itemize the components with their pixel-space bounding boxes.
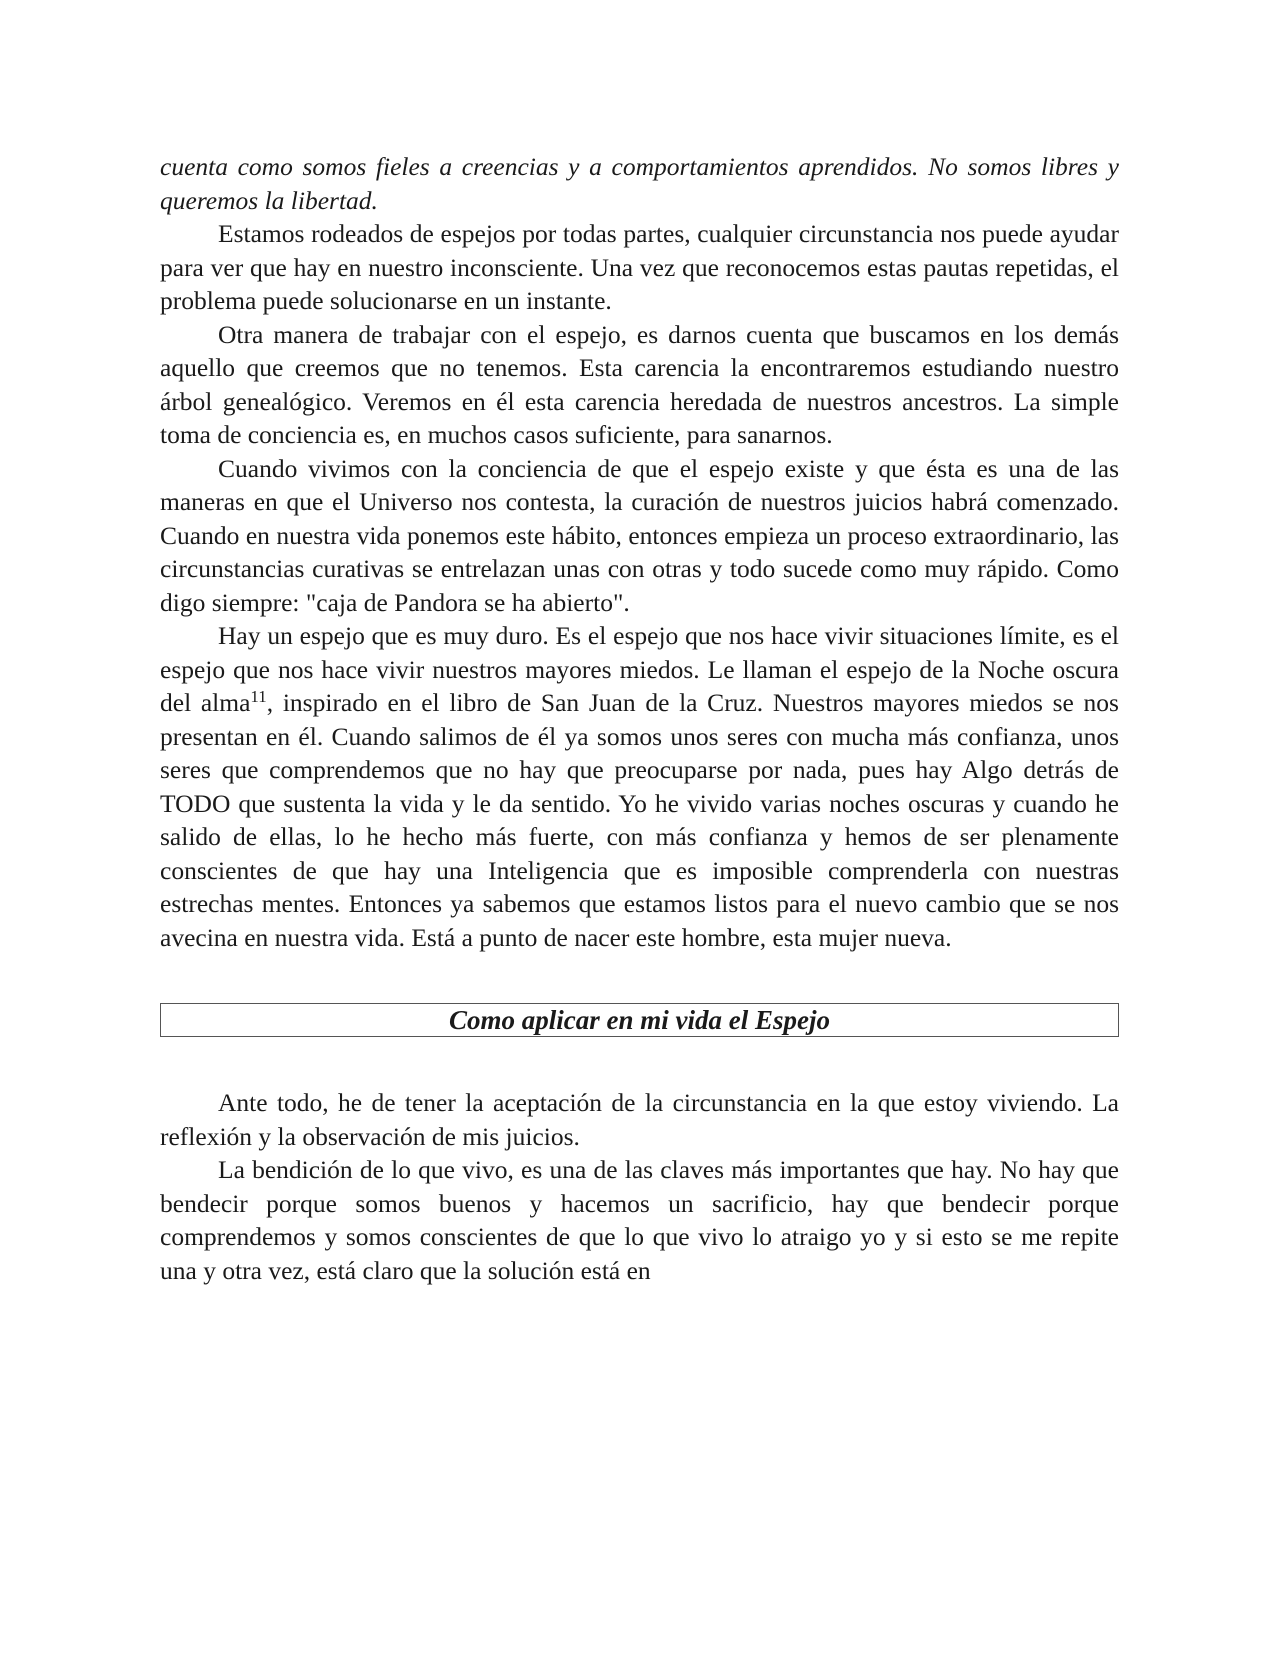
paragraph-conciencia-espejo: Cuando vivimos con la conciencia de que el espejo existe y que ésta es una de las maneras en que el Universo nos contesta, la curación de nuestros juicios habrá comenzado. Cuando en nuestra vida ponemos este hábito, entonces empieza un proceso extraordinario, las circunstancias curativas se entrelazan unas con otras y todo sucede como muy rápido. Como digo siempre: "caja de Pandora se ha abierto". [160,453,1119,617]
section-heading-box [160,1003,1119,1037]
paragraph-aceptacion: Ante todo, he de tener la aceptación de la circunstancia en la que estoy viviendo. La reflexión y la observación de mis juicios. [160,1088,1119,1151]
footnote-reference[interactable]: 11 [250,687,267,706]
paragraph-noche-oscura-text-end: , inspirado en el libro de San Juan de la Cruz. Nuestros mayores miedos se nos presentan en él. Cuando salimos de él ya somos unos seres con mucha más confianza, unos seres que comprendemos que no hay que preocuparse por nada, pues hay Algo detrás de TODO que sustenta la vida y le da sentido. Yo he vivido varias noches oscuras y cuando he salido de ellas, lo he hecho más fuerte, con más confianza y hemos de ser plenamente conscientes de que hay una Inteligencia que es imposible comprenderla con nuestras estrechas mentes. Entonces ya sabemos que estamos listos para el nuevo cambio que se nos avecina en nuestra vida. Está a punto de nacer este hombre, esta mujer nueva. [160,688,1119,952]
document-page [160,150,1119,1287]
paragraph-noche-oscura-text-start: Hay un espejo que es muy duro. Es el espejo que nos hace vivir situaciones límite, es el espejo que nos hace vivir nuestros mayores miedos. Le llaman el espejo de la Noche oscura del alma [160,621,1119,717]
paragraph-noche-oscura [160,619,1119,954]
paragraph-bendicion: La bendición de lo que vivo, es una de las claves más importantes que hay. No hay que bendecir porque somos buenos y hacemos un sacrificio, hay que bendecir porque comprendemos y somos conscientes de que lo que vivo lo atraigo yo y si esto se me repite una y otra vez, está claro que la solución está en [160,1155,1119,1285]
paragraph-espejos-alrededor: Estamos rodeados de espejos por todas partes, cualquier circunstancia nos puede ayudar para ver que hay en nuestro inconsciente. Una vez que reconocemos estas pautas repetidas, el problema puede solucionarse en un instante. [160,219,1119,315]
section-heading: Como aplicar en mi vida el Espejo [449,1005,830,1035]
paragraph-arbol-genealogico: Otra manera de trabajar con el espejo, es darnos cuenta que buscamos en los demás aquello que creemos que no tenemos. Esta carencia la encontraremos estudiando nuestro árbol genealógico. Veremos en él esta carencia heredada de nuestros ancestros. La simple toma de conciencia es, en muchos casos suficiente, para sanarnos. [160,319,1119,449]
paragraph-continuation: cuenta como somos fieles a creencias y a comportamientos aprendidos. No somos libres y queremos la libertad. [160,152,1119,215]
